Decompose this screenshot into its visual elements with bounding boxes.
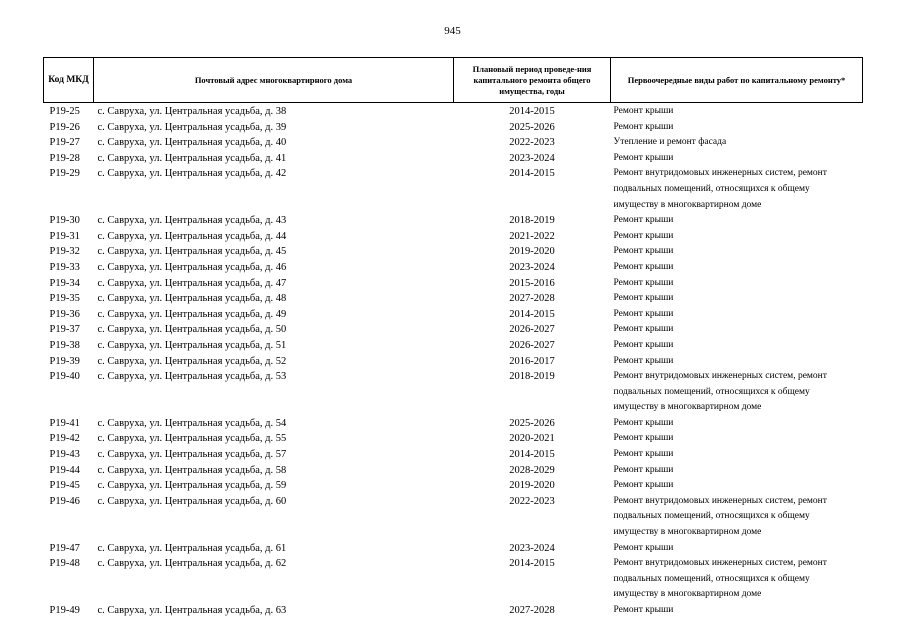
page-number: 945 bbox=[444, 25, 461, 37]
table-row bbox=[44, 322, 863, 338]
cell-address: с. Савруха, ул. Центральная усадьба, д. 38 bbox=[97, 106, 287, 117]
cell-address: с. Савруха, ул. Центральная усадьба, д. 53 bbox=[97, 371, 287, 383]
cell-period: 2023-2024 bbox=[509, 542, 555, 554]
cell-code: Р19-40 bbox=[49, 371, 80, 383]
cell-code: Р19-46 bbox=[49, 495, 80, 507]
cell-code: Р19-44 bbox=[49, 464, 80, 476]
cell-address: с. Савруха, ул. Центральная усадьба, д. 57 bbox=[97, 449, 287, 461]
cell-address: с. Савруха, ул. Центральная усадьба, д. 46 bbox=[97, 261, 287, 273]
cell-address: с. Савруха, ул. Центральная усадьба, д. 42 bbox=[97, 168, 287, 180]
header-period: Плановый период проведе-ния капитального ремонта общего имущества, годы bbox=[454, 58, 611, 103]
cell-works: Ремонт внутридомовых инженерных систем, ремонт подвальных помещений, относящихся к общему имуществу в многоквартирном доме bbox=[613, 371, 827, 413]
cell-code: Р19-47 bbox=[49, 542, 80, 554]
cell-code: Р19-27 bbox=[49, 137, 80, 149]
table-row bbox=[44, 213, 863, 229]
housing-register-table bbox=[43, 57, 863, 619]
table-row bbox=[44, 276, 863, 292]
cell-address: с. Савруха, ул. Центральная усадьба, д. 61 bbox=[97, 542, 287, 554]
cell-address: с. Савруха, ул. Центральная усадьба, д. 52 bbox=[97, 355, 287, 367]
cell-works: Ремонт крыши bbox=[613, 308, 674, 319]
cell-address: с. Савруха, ул. Центральная усадьба, д. 55 bbox=[97, 433, 287, 445]
cell-code: Р19-28 bbox=[49, 152, 80, 164]
cell-code: Р19-34 bbox=[49, 277, 80, 289]
cell-works: Ремонт внутридомовых инженерных систем, ремонт подвальных помещений, относящихся к общему имуществу в многоквартирном доме bbox=[613, 495, 827, 538]
table-row bbox=[44, 431, 863, 447]
cell-works: Ремонт крыши bbox=[613, 277, 674, 288]
cell-works: Ремонт крыши bbox=[613, 449, 674, 460]
cell-period: 2026-2027 bbox=[509, 339, 555, 351]
cell-address: с. Савруха, ул. Центральная усадьба, д. 60 bbox=[97, 495, 287, 507]
cell-code: Р19-29 bbox=[49, 168, 80, 180]
table-row bbox=[44, 556, 863, 603]
cell-code: Р19-43 bbox=[49, 449, 80, 461]
cell-works: Ремонт крыши bbox=[613, 355, 674, 366]
cell-address: с. Савруха, ул. Центральная усадьба, д. 41 bbox=[97, 152, 287, 164]
table-row bbox=[44, 103, 863, 120]
cell-works: Ремонт крыши bbox=[613, 261, 674, 272]
table-row bbox=[44, 603, 863, 619]
cell-code: Р19-42 bbox=[49, 433, 80, 445]
cell-period: 2020-2021 bbox=[509, 433, 555, 445]
cell-period: 2027-2028 bbox=[509, 293, 555, 305]
cell-address: с. Савруха, ул. Центральная усадьба, д. 40 bbox=[97, 137, 287, 149]
cell-code: Р19-26 bbox=[49, 121, 80, 133]
cell-address: с. Савруха, ул. Центральная усадьба, д. 43 bbox=[97, 215, 287, 227]
cell-code: Р19-37 bbox=[49, 324, 80, 336]
cell-address: с. Савруха, ул. Центральная усадьба, д. 45 bbox=[97, 246, 287, 258]
table-row bbox=[44, 354, 863, 370]
cell-works: Ремонт крыши bbox=[613, 542, 674, 553]
cell-works: Ремонт крыши bbox=[613, 480, 674, 491]
cell-period: 2014-2015 bbox=[509, 558, 555, 570]
cell-works: Ремонт крыши bbox=[613, 605, 674, 615]
cell-works: Утепление и ремонт фасада bbox=[613, 137, 727, 148]
table-body bbox=[44, 103, 863, 619]
cell-period: 2025-2026 bbox=[509, 121, 555, 133]
cell-works: Ремонт внутридомовых инженерных систем, ремонт подвальных помещений, относящихся к общему имуществу в многоквартирном доме bbox=[613, 168, 827, 210]
cell-period: 2014-2015 bbox=[509, 449, 555, 461]
cell-code: Р19-45 bbox=[49, 480, 80, 492]
cell-period: 2028-2029 bbox=[509, 464, 555, 476]
table-header bbox=[44, 58, 863, 103]
cell-code: Р19-38 bbox=[49, 339, 80, 351]
cell-works: Ремонт внутридомовых инженерных систем, ремонт подвальных помещений, относящихся к общему имуществу в многоквартирном доме bbox=[613, 558, 827, 600]
table-row bbox=[44, 166, 863, 213]
cell-works: Ремонт крыши bbox=[613, 293, 674, 304]
table-row bbox=[44, 291, 863, 307]
cell-period: 2014-2015 bbox=[509, 168, 555, 180]
table-row bbox=[44, 229, 863, 245]
cell-period: 2019-2020 bbox=[509, 246, 555, 258]
table-row bbox=[44, 463, 863, 479]
cell-period: 2018-2019 bbox=[509, 371, 555, 383]
cell-period: 2014-2015 bbox=[509, 308, 555, 320]
table-row bbox=[44, 151, 863, 167]
cell-period: 2023-2024 bbox=[509, 152, 555, 164]
table-row bbox=[44, 307, 863, 323]
cell-address: с. Савруха, ул. Центральная усадьба, д. 58 bbox=[97, 464, 287, 476]
cell-code: Р19-41 bbox=[49, 417, 80, 429]
cell-works: Ремонт крыши bbox=[613, 433, 674, 444]
cell-works: Ремонт крыши bbox=[613, 215, 674, 226]
cell-address: с. Савруха, ул. Центральная усадьба, д. 51 bbox=[97, 339, 287, 351]
header-code: Код МКД bbox=[44, 58, 94, 103]
table-row bbox=[44, 338, 863, 354]
cell-works: Ремонт крыши bbox=[613, 324, 674, 335]
cell-code: Р19-39 bbox=[49, 355, 80, 367]
table-row bbox=[44, 416, 863, 432]
cell-period: 2014-2015 bbox=[509, 106, 555, 117]
cell-period: 2026-2027 bbox=[509, 324, 555, 336]
cell-address: с. Савруха, ул. Центральная усадьба, д. 62 bbox=[97, 558, 287, 570]
cell-code: Р19-31 bbox=[49, 230, 80, 242]
cell-works: Ремонт крыши bbox=[613, 121, 674, 132]
cell-period: 2027-2028 bbox=[509, 605, 555, 616]
cell-period: 2022-2023 bbox=[509, 137, 555, 149]
table-row bbox=[44, 541, 863, 557]
cell-period: 2016-2017 bbox=[509, 355, 555, 367]
cell-code: Р19-30 bbox=[49, 215, 80, 227]
cell-address: с. Савруха, ул. Центральная усадьба, д. 48 bbox=[97, 293, 287, 305]
table-row bbox=[44, 478, 863, 494]
cell-works: Ремонт крыши bbox=[613, 152, 674, 163]
cell-period: 2019-2020 bbox=[509, 480, 555, 492]
cell-period: 2023-2024 bbox=[509, 261, 555, 273]
table-row bbox=[44, 369, 863, 416]
cell-address: с. Савруха, ул. Центральная усадьба, д. 59 bbox=[97, 480, 287, 492]
table-row bbox=[44, 244, 863, 260]
cell-code: Р19-33 bbox=[49, 261, 80, 273]
cell-code: Р19-49 bbox=[49, 605, 80, 616]
header-works: Первоочередные виды работ по капитальному ремонту* bbox=[611, 58, 863, 103]
cell-code: Р19-32 bbox=[49, 246, 80, 258]
cell-period: 2021-2022 bbox=[509, 230, 555, 242]
cell-period: 2022-2023 bbox=[509, 495, 555, 507]
cell-works: Ремонт крыши bbox=[613, 230, 674, 241]
header-address: Почтовый адрес многоквартирного дома bbox=[94, 58, 454, 103]
cell-code: Р19-36 bbox=[49, 308, 80, 320]
cell-code: Р19-48 bbox=[49, 558, 80, 570]
cell-period: 2015-2016 bbox=[509, 277, 555, 289]
table-header-row bbox=[44, 58, 863, 103]
cell-address: с. Савруха, ул. Центральная усадьба, д. 49 bbox=[97, 308, 287, 320]
cell-works: Ремонт крыши bbox=[613, 464, 674, 475]
table-row bbox=[44, 447, 863, 463]
cell-works: Ремонт крыши bbox=[613, 339, 674, 350]
cell-address: с. Савруха, ул. Центральная усадьба, д. 50 bbox=[97, 324, 287, 336]
cell-period: 2025-2026 bbox=[509, 417, 555, 429]
table-row bbox=[44, 120, 863, 136]
table-row bbox=[44, 135, 863, 151]
cell-code: Р19-35 bbox=[49, 293, 80, 305]
cell-works: Ремонт крыши bbox=[613, 246, 674, 257]
cell-address: с. Савруха, ул. Центральная усадьба, д. 39 bbox=[97, 121, 287, 133]
cell-address: с. Савруха, ул. Центральная усадьба, д. 44 bbox=[97, 230, 287, 242]
cell-address: с. Савруха, ул. Центральная усадьба, д. 63 bbox=[97, 605, 287, 616]
cell-works: Ремонт крыши bbox=[613, 106, 674, 116]
cell-period: 2018-2019 bbox=[509, 215, 555, 227]
cell-address: с. Савруха, ул. Центральная усадьба, д. 54 bbox=[97, 417, 287, 429]
cell-works: Ремонт крыши bbox=[613, 417, 674, 428]
table-row bbox=[44, 260, 863, 276]
table-row bbox=[44, 494, 863, 541]
cell-address: с. Савруха, ул. Центральная усадьба, д. 47 bbox=[97, 277, 287, 289]
cell-code: Р19-25 bbox=[49, 106, 80, 117]
